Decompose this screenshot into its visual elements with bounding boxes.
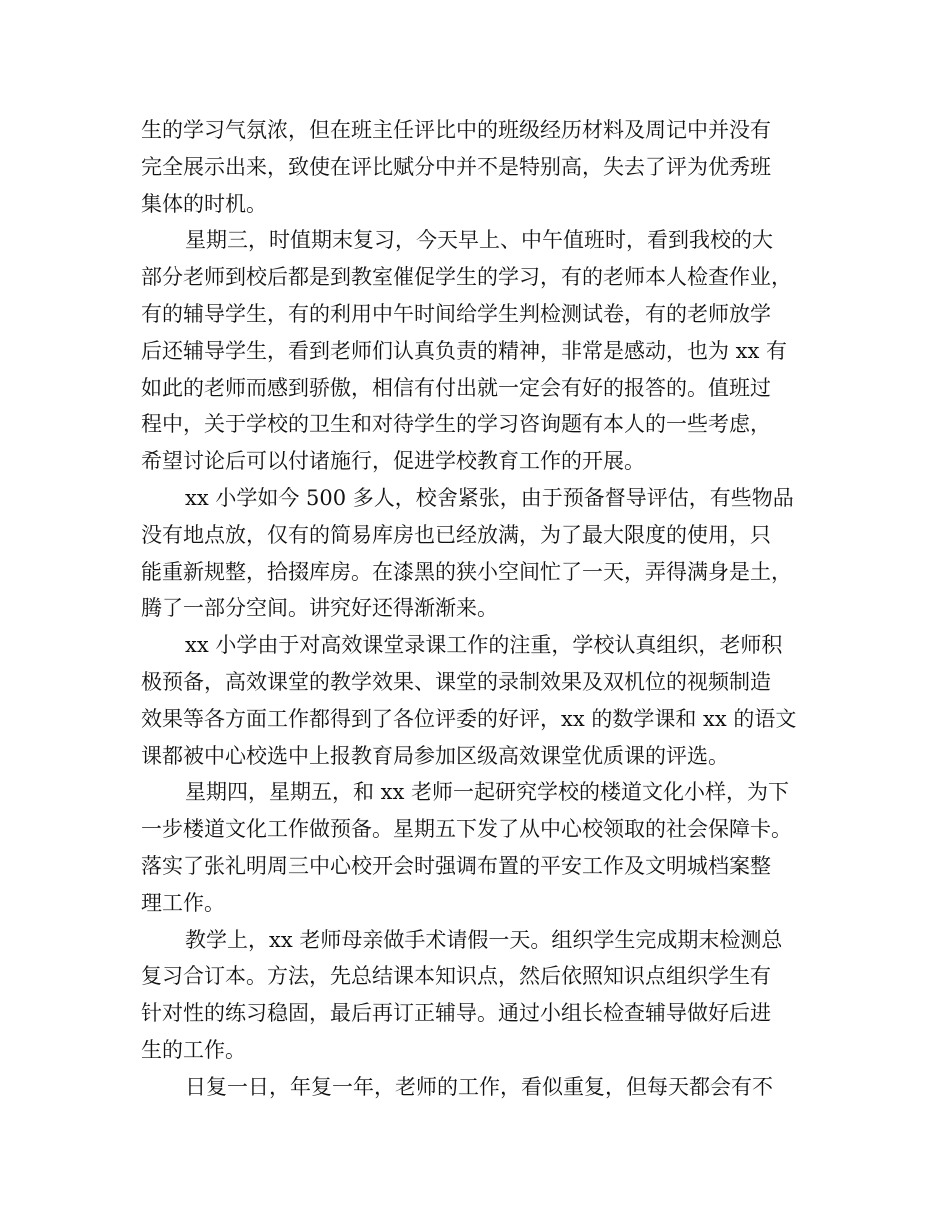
paragraph-first-line: xx 小学如今 500 多人，校舍紧张，由于预备督导评估，有些物品 [185, 485, 794, 510]
text-line: 生的学习气氛浓，但在班主任评比中的班级经历材料及周记中并没有 [141, 118, 771, 142]
paragraph-first-line: 星期三，时值期末复习，今天早上、中午值班时，看到我校的大 [185, 228, 773, 253]
text-line: 腾了一部分空间。讲究好还得渐渐来。 [141, 596, 498, 621]
text-line: 没有地点放，仅有的简易库房也已经放满，为了最大限度的使用，只 [141, 522, 771, 547]
text-line: 能重新规整，拾掇库房。在漆黑的狭小空间忙了一天，弄得满身是土， [141, 559, 792, 584]
text-line: 效果等各方面工作都得到了各位评委的好评，xx 的数学课和 xx 的语文 [141, 706, 797, 731]
text-line: 针对性的练习稳固，最后再订正辅导。通过小组长检查辅导做好后进 [141, 1001, 771, 1026]
text-line: 复习合订本。方法，先总结课本知识点，然后依照知识点组织学生有 [141, 964, 771, 989]
text-line: 理工作。 [141, 890, 225, 915]
text-line: 如此的老师而感到骄傲，相信有付出就一定会有好的报答的。值班过 [141, 375, 771, 400]
text-line: 希望讨论后可以付诸施行，促进学校教育工作的开展。 [141, 449, 645, 474]
text-line: 一步楼道文化工作做预备。星期五下发了从中心校领取的社会保障卡。 [141, 817, 792, 842]
text-line: 课都被中心校选中上报教育局参加区级高效课堂优质课的评选。 [141, 743, 729, 768]
text-line: 落实了张礼明周三中心校开会时强调布置的平安工作及文明城档案整 [141, 853, 771, 878]
text-line: 生的工作。 [141, 1037, 246, 1062]
paragraph-first-line: 日复一日，年复一年，老师的工作，看似重复，但每天都会有不 [185, 1074, 773, 1099]
paragraph-first-line: 星期四，星期五，和 xx 老师一起研究学校的楼道文化小样，为下 [185, 780, 790, 805]
text-line: 后还辅导学生，看到老师们认真负责的精神，非常是感动，也为 xx 有 [141, 338, 788, 363]
text-line: 完全展示出来，致使在评比赋分中并不是特别高，失去了评为优秀班 [141, 154, 771, 179]
text-line: 有的辅导学生，有的利用中午时间给学生判检测试卷，有的老师放学 [141, 301, 771, 326]
text-line: 程中，关于学校的卫生和对待学生的学习咨询题有本人的一些考虑， [141, 412, 771, 437]
text-line: 部分老师到校后都是到教室催促学生的学习，有的老师本人检查作业， [141, 265, 792, 290]
text-line: 集体的时机。 [141, 191, 267, 216]
text-line: 极预备，高效课堂的教学效果、课堂的录制效果及双机位的视频制造 [141, 669, 771, 694]
paragraph-first-line: 教学上，xx 老师母亲做手术请假一天。组织学生完成期末检测总 [185, 927, 783, 952]
document-body [141, 112, 831, 1106]
paragraph-first-line: xx 小学由于对高效课堂录课工作的注重，学校认真组织，老师积 [185, 633, 783, 658]
